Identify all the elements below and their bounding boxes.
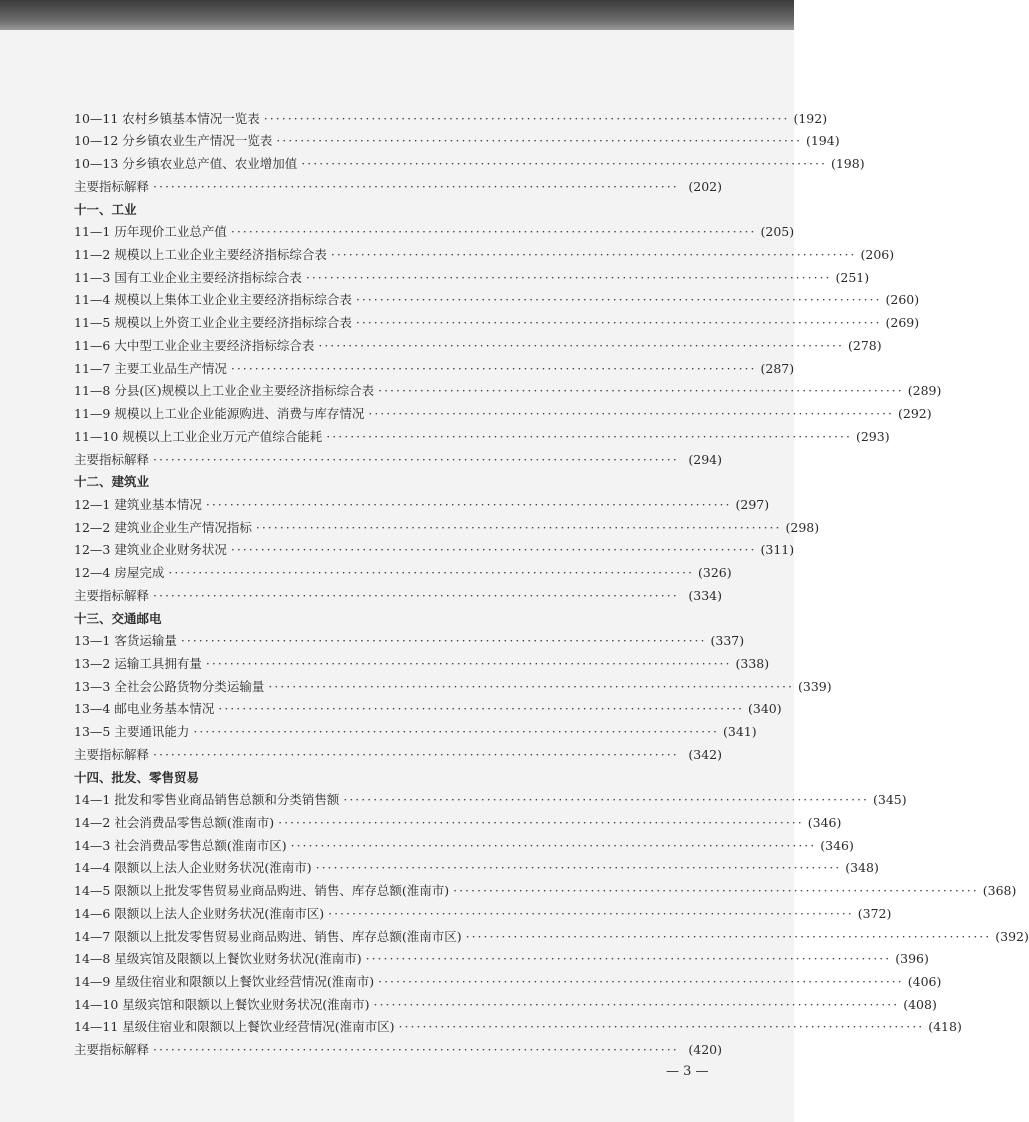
dot-leader: ························································································	[453, 883, 979, 899]
toc-entry[interactable]: 13—3 全社会公路货物分类运输量 ························································································ (339)	[74, 678, 832, 694]
toc-entry[interactable]: 主要指标解释 ························································································ (294)	[74, 451, 722, 467]
toc-entry[interactable]: 10—12 分乡镇农业生产情况一览表 ························································································ (194)	[74, 133, 840, 149]
dot-leader: ························································································	[268, 678, 795, 694]
dot-leader: ························································································	[301, 156, 827, 172]
toc-entry[interactable]: 11—8 分县(区)规模以上工业企业主要经济指标综合表 ························································································ (289)	[74, 383, 942, 399]
dot-leader: ························································································	[255, 519, 782, 535]
toc-page-number: (418)	[928, 1019, 962, 1035]
toc-entry[interactable]: 12—2 建筑业企业生产情况指标 ························································································ (298)	[74, 519, 820, 535]
dot-leader: ························································································	[365, 951, 892, 967]
toc-page-number: (297)	[735, 496, 770, 512]
toc-entry[interactable]: 14—10 星级宾馆和限额以上餐饮业财务状况(淮南市) ························································································ (408)	[74, 996, 937, 1012]
toc-page-number: (192)	[793, 110, 828, 126]
dot-leader: ························································································	[373, 996, 900, 1012]
dot-leader: ························································································	[263, 110, 790, 126]
dot-leader: ························································································	[318, 337, 845, 353]
toc-page-number: (406)	[907, 974, 942, 990]
dot-leader: ························································································	[153, 746, 679, 762]
toc-entry[interactable]: 14—1 批发和零售业商品销售总额和分类销售额 ························································································ (345)	[74, 792, 907, 808]
toc-entry[interactable]: 14—8 星级宾馆及限额以上餐饮业财务状况(淮南市) ························································································ (396)	[74, 951, 929, 967]
dot-leader: ························································································	[398, 1019, 925, 1035]
toc-entry[interactable]: 10—11 农村乡镇基本情况一览表 ························································································ (192)	[74, 110, 828, 126]
scan-top-edge	[0, 0, 794, 30]
dot-leader: ························································································	[230, 360, 757, 376]
toc-page-number: (348)	[845, 860, 879, 876]
toc-entry[interactable]: 11—10 规模以上工业企业万元产值综合能耗 ························································································ (293)	[74, 428, 890, 444]
toc-entry[interactable]: 主要指标解释 ························································································ (334)	[74, 587, 722, 603]
toc-page-number: (338)	[735, 655, 770, 671]
toc-entry[interactable]: 11—2 规模以上工业企业主要经济指标综合表 ························································································ (206)	[74, 247, 895, 263]
toc-page-number: (269)	[885, 315, 920, 331]
toc-page-number: (341)	[723, 724, 757, 740]
toc-page-number: (202)	[688, 178, 722, 194]
dot-leader: ························································································	[305, 269, 832, 285]
toc-entry[interactable]: 12—4 房屋完成 ························································································ (326)	[74, 565, 732, 581]
toc-entry[interactable]: 14—3 社会消费品零售总额(淮南市区) ························································································ (346)	[74, 837, 854, 853]
toc-section-heading[interactable]: 十二、建筑业	[74, 474, 150, 490]
toc-page-number: (420)	[688, 1042, 722, 1058]
toc-page-number: (287)	[760, 360, 795, 376]
toc-entry[interactable]: 14—2 社会消费品零售总额(淮南市) ························································································ (346)	[74, 815, 842, 830]
toc-page-number: (260)	[885, 292, 920, 308]
toc-section-heading[interactable]: 十一、工业	[74, 201, 137, 217]
toc-entry[interactable]: 11—9 规模以上工业企业能源购进、消费与库存情况 ························································································ (292)	[74, 406, 932, 422]
toc-page-number: (298)	[785, 519, 820, 535]
toc-entry[interactable]: 10—13 分乡镇农业总产值、农业增加值 ························································································ (198)	[74, 156, 865, 172]
toc-section-heading[interactable]: 十三、交通邮电	[74, 610, 162, 626]
toc-entry[interactable]: 13—4 邮电业务基本情况 ························································································ (340)	[74, 701, 782, 717]
dot-leader: ························································································	[328, 905, 854, 921]
toc-page-number: (278)	[848, 337, 882, 353]
toc-page-number: (293)	[855, 428, 890, 444]
toc-entry[interactable]: 主要指标解释 ························································································ (420)	[74, 1042, 722, 1058]
toc-page-number: (408)	[903, 996, 937, 1012]
toc-entry[interactable]: 11—5 规模以上外资工业企业主要经济指标综合表 ························································································ (269)	[74, 315, 920, 331]
page-number: — 3 —	[666, 1064, 709, 1079]
dot-leader: ························································································	[290, 837, 817, 853]
toc-entry[interactable]: 主要指标解释 ························································································ (342)	[74, 746, 722, 762]
dot-leader: ························································································	[218, 701, 745, 717]
toc-page-number: (372)	[857, 905, 892, 921]
toc-entry[interactable]: 主要指标解释 ························································································ (202)	[74, 178, 722, 194]
toc-page-number: (311)	[760, 542, 795, 558]
dot-leader: ························································································	[368, 406, 895, 422]
toc-entry[interactable]: 12—1 建筑业基本情况 ························································································ (297)	[74, 496, 770, 512]
table-of-contents	[74, 104, 1029, 1058]
dot-leader: ························································································	[168, 565, 695, 581]
toc-page-number: (396)	[895, 951, 929, 967]
dot-leader: ························································································	[193, 724, 720, 740]
dot-leader: ························································································	[355, 292, 882, 308]
toc-entry[interactable]: 14—5 限额以上批发零售贸易业商品购进、销售、库存总额(淮南市) ························································································ (368)	[74, 883, 1017, 899]
toc-page-number: (368)	[982, 883, 1017, 899]
toc-page-number: (342)	[688, 746, 722, 762]
dot-leader: ························································································	[330, 247, 857, 263]
toc-page-number: (392)	[995, 928, 1029, 944]
dot-leader: ························································································	[153, 587, 679, 603]
dot-leader: ························································································	[278, 815, 804, 830]
toc-section-heading[interactable]: 十四、批发、零售贸易	[74, 769, 200, 785]
dot-leader: ························································································	[378, 383, 904, 399]
toc-entry[interactable]: 12—3 建筑业企业财务状况 ························································································ (311)	[74, 542, 795, 558]
toc-page-number: (292)	[898, 406, 932, 422]
toc-page-number: (194)	[805, 133, 840, 149]
toc-page-number: (326)	[698, 565, 732, 581]
toc-entry[interactable]: 14—4 限额以上法人企业财务状况(淮南市) ························································································ (348)	[74, 860, 879, 876]
dot-leader: ························································································	[205, 496, 732, 512]
toc-entry[interactable]: 14—11 星级住宿业和限额以上餐饮业经营情况(淮南市区) ························································································ (418)	[74, 1019, 962, 1035]
toc-entry[interactable]: 11—1 历年现价工业总产值 ························································································ (205)	[74, 224, 795, 240]
toc-entry[interactable]: 14—7 限额以上批发零售贸易业商品购进、销售、库存总额(淮南市区) ························································································ (392)	[74, 928, 1029, 944]
toc-entry[interactable]: 11—4 规模以上集体工业企业主要经济指标综合表 ························································································ (260)	[74, 292, 920, 308]
toc-page-number: (205)	[760, 224, 795, 240]
toc-page-number: (289)	[907, 383, 942, 399]
dot-leader: ························································································	[355, 315, 882, 331]
dot-leader: ························································································	[205, 655, 732, 671]
toc-entry[interactable]: 14—9 星级住宿业和限额以上餐饮业经营情况(淮南市) ························································································ (406)	[74, 974, 942, 990]
toc-entry[interactable]: 11—6 大中型工业企业主要经济指标综合表 ························································································ (278)	[74, 337, 882, 353]
toc-entry[interactable]: 13—2 运输工具拥有量 ························································································ (338)	[74, 655, 770, 671]
dot-leader: ························································································	[315, 860, 842, 876]
toc-entry[interactable]: 14—6 限额以上法人企业财务状况(淮南市区) ························································································ (372)	[74, 905, 892, 921]
dot-leader: ························································································	[153, 178, 679, 194]
dot-leader: ························································································	[465, 928, 992, 944]
toc-page-number: (251)	[835, 269, 870, 285]
toc-page-number: (339)	[798, 678, 832, 694]
dot-leader: ························································································	[276, 133, 802, 149]
toc-page-number: (337)	[710, 633, 745, 649]
dot-leader: ························································································	[343, 792, 870, 808]
dot-leader: ························································································	[153, 451, 679, 467]
toc-page-number: (334)	[688, 587, 722, 603]
dot-leader: ························································································	[180, 633, 707, 649]
toc-entry[interactable]: 13—1 客货运输量 ························································································ (337)	[74, 633, 745, 649]
toc-page-number: (346)	[820, 837, 854, 853]
dot-leader: ························································································	[230, 542, 757, 558]
toc-page-number: (198)	[830, 156, 865, 172]
dot-leader: ························································································	[378, 974, 904, 990]
dot-leader: ························································································	[230, 224, 757, 240]
toc-entry[interactable]: 11—7 主要工业品生产情况 ························································································ (287)	[74, 360, 795, 376]
toc-page-number: (345)	[873, 792, 907, 808]
dot-leader: ························································································	[153, 1042, 679, 1058]
dot-leader: ························································································	[326, 428, 852, 444]
toc-page-number: (346)	[807, 815, 842, 830]
toc-entry[interactable]: 13—5 主要通讯能力 ························································································ (341)	[74, 724, 757, 740]
toc-page-number: (340)	[748, 701, 782, 717]
toc-entry[interactable]: 11—3 国有工业企业主要经济指标综合表 ························································································ (251)	[74, 269, 870, 285]
toc-page-number: (206)	[860, 247, 895, 263]
toc-page-number: (294)	[688, 451, 722, 467]
